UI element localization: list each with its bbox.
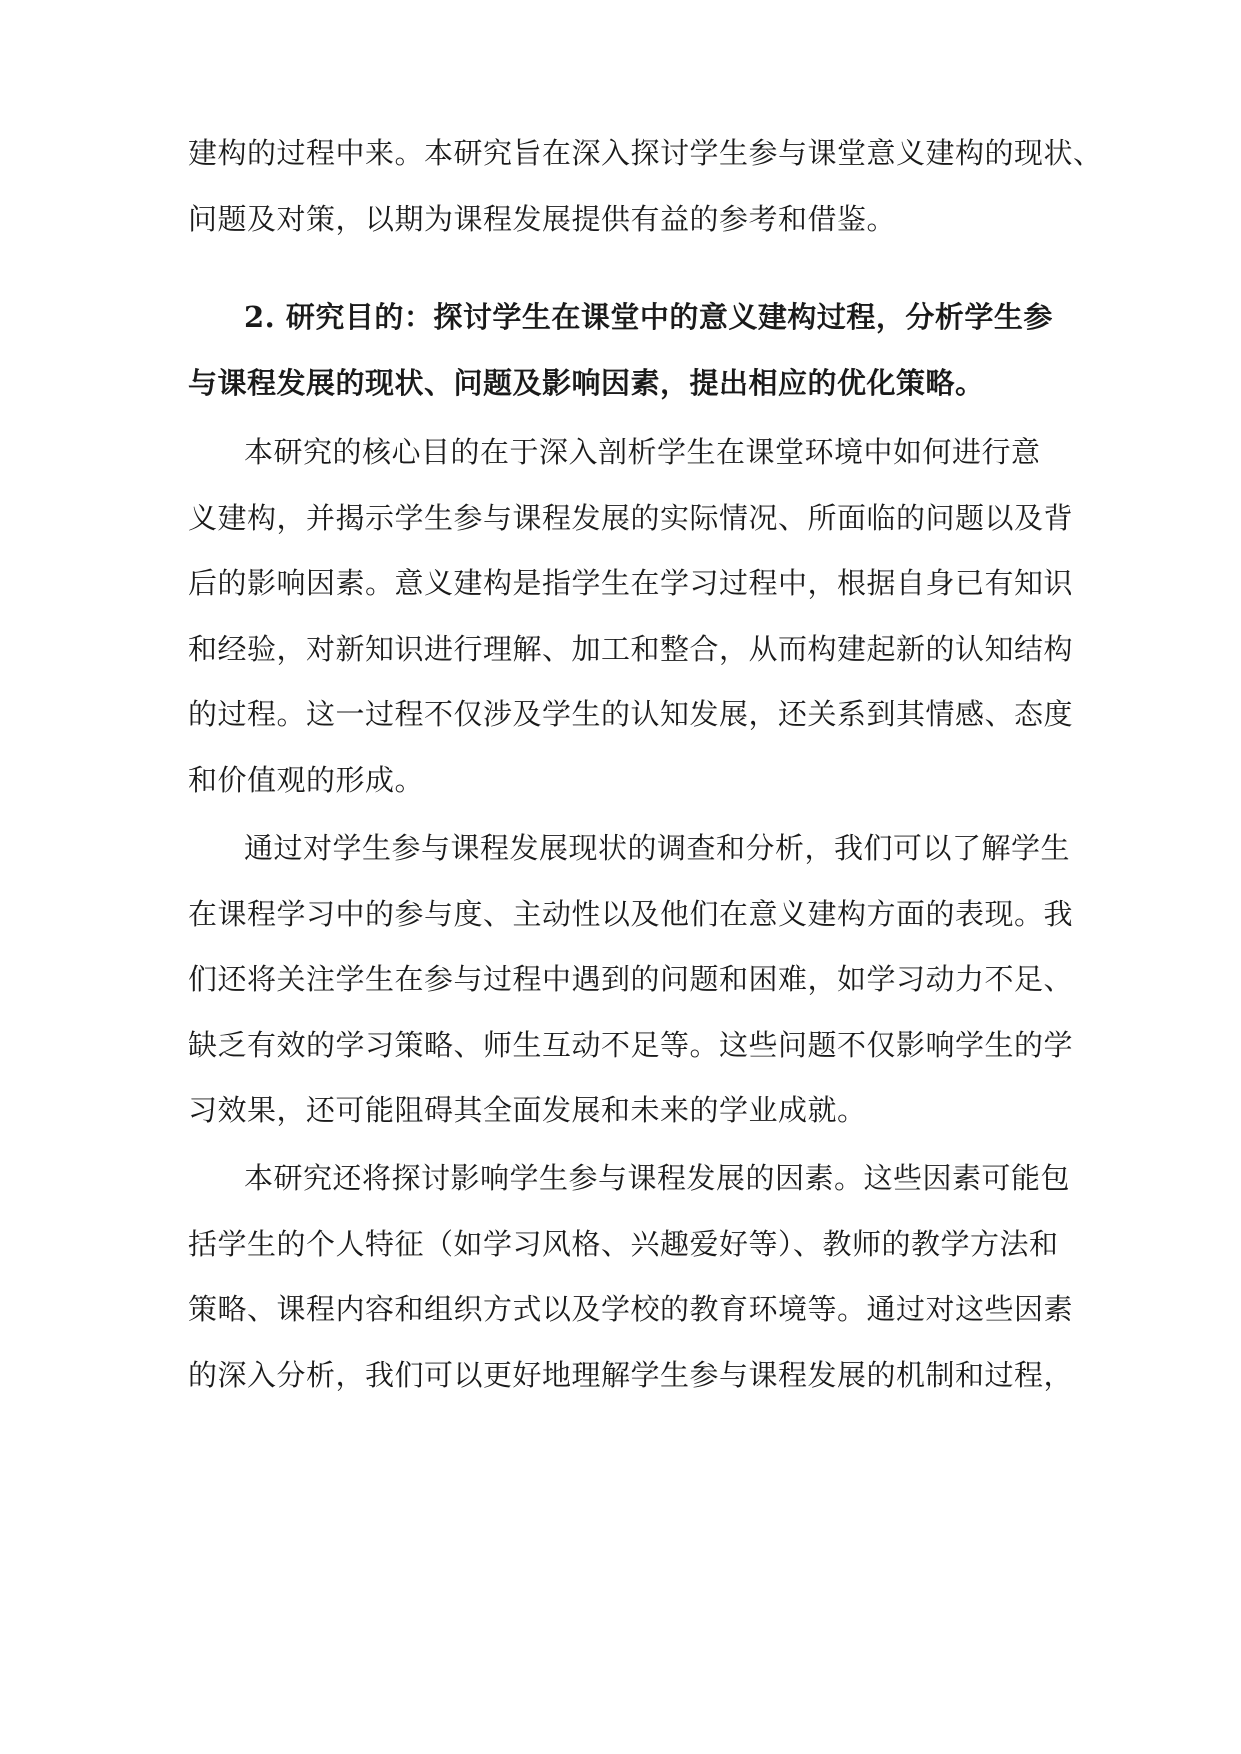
- paragraph-2-line-1: 通过对学生参与课程发展现状的调查和分析，我们可以了解学生: [244, 831, 1071, 865]
- intro-line-2: 问题及对策，以期为课程发展提供有益的参考和借鉴。: [188, 202, 897, 236]
- paragraph-2-line-4: 缺乏有效的学习策略、师生互动不足等。这些问题不仅影响学生的学: [188, 1028, 1074, 1062]
- paragraph-2-line-2: 在课程学习中的参与度、主动性以及他们在意义建构方面的表现。我: [188, 897, 1074, 931]
- section-heading-line-2: 与课程发展的现状、问题及影响因素，提出相应的优化策略。: [188, 366, 985, 400]
- paragraph-1-line-3: 后的影响因素。意义建构是指学生在学习过程中，根据自身已有知识: [188, 566, 1074, 600]
- intro-line-1: 建构的过程中来。本研究旨在深入探讨学生参与课堂意义建构的现状、: [188, 136, 1103, 170]
- section-heading-line-1: 2. 研究目的：探讨学生在课堂中的意义建构过程，分析学生参: [244, 300, 1053, 334]
- paragraph-3-line-4: 的深入分析，我们可以更好地理解学生参与课程发展的机制和过程，: [188, 1358, 1074, 1392]
- paragraph-1-line-6: 和价值观的形成。: [188, 763, 425, 797]
- paragraph-3-line-2: 括学生的个人特征（如学习风格、兴趣爱好等）、教师的教学方法和: [188, 1227, 1059, 1261]
- paragraph-1-line-2: 义建构，并揭示学生参与课程发展的实际情况、所面临的问题以及背: [188, 501, 1074, 535]
- paragraph-1-line-1: 本研究的核心目的在于深入剖析学生在课堂环境中如何进行意: [244, 435, 1041, 469]
- paragraph-3-line-1: 本研究还将探讨影响学生参与课程发展的因素。这些因素可能包: [244, 1161, 1071, 1195]
- paragraph-1-line-5: 的过程。这一过程不仅涉及学生的认知发展，还关系到其情感、态度: [188, 697, 1074, 731]
- paragraph-2-line-5: 习效果，还可能阻碍其全面发展和未来的学业成就。: [188, 1093, 867, 1127]
- paragraph-1-line-4: 和经验，对新知识进行理解、加工和整合，从而构建起新的认知结构: [188, 632, 1074, 666]
- paragraph-2-line-3: 们还将关注学生在参与过程中遇到的问题和困难，如学习动力不足、: [188, 962, 1074, 996]
- paragraph-3-line-3: 策略、课程内容和组织方式以及学校的教育环境等。通过对这些因素: [188, 1292, 1074, 1326]
